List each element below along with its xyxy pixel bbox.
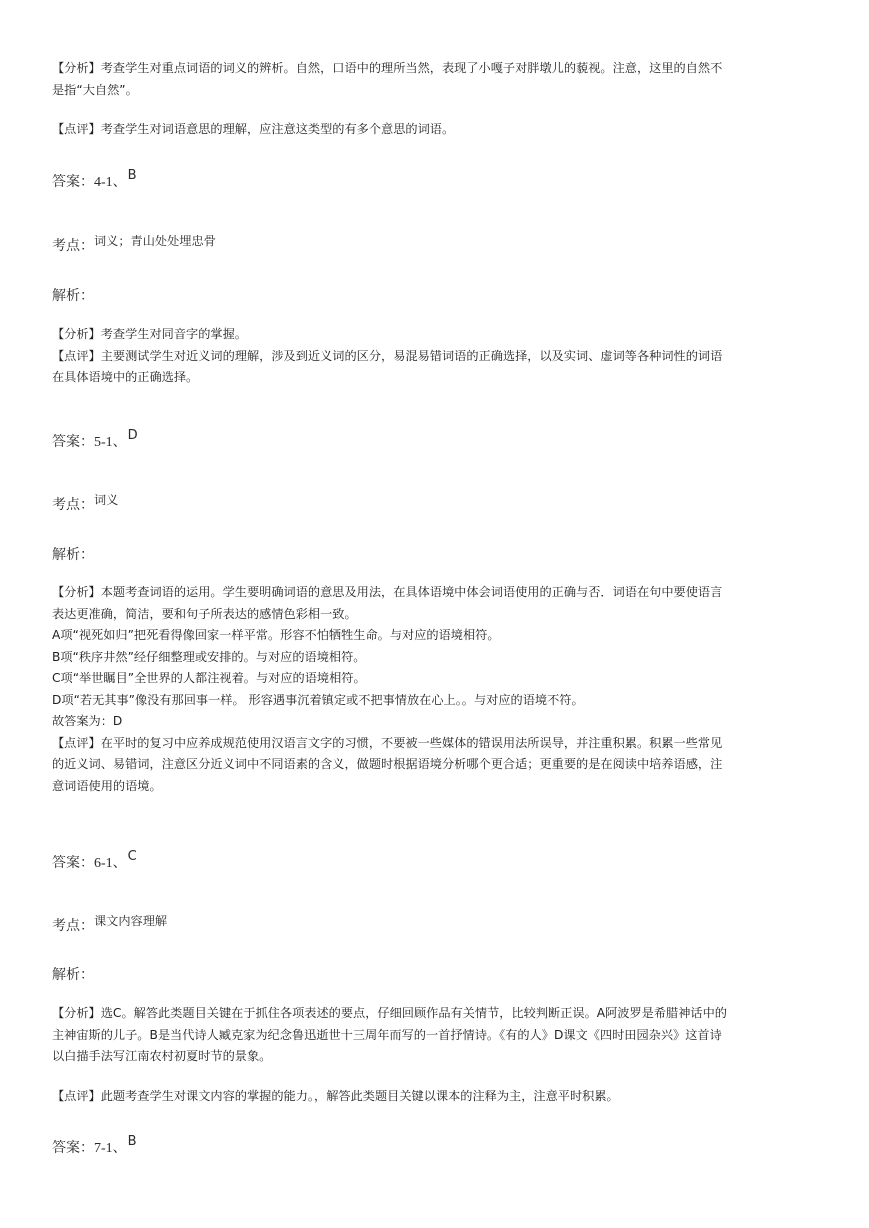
answer-row-6 xyxy=(52,849,822,874)
comment-line: 意词语使用的语境。 xyxy=(52,778,162,793)
comment-line: 在具体语境中的正确选择。 xyxy=(52,370,199,384)
option-d-line: D项“若无其事”像没有那回事一样。 形容遇事沉着镇定或不把事情放在心上。。与对应的语境不符。 xyxy=(52,692,584,707)
jiexi-label-4 xyxy=(52,287,822,307)
jiexi-label-5 xyxy=(52,546,822,566)
kaodian-value: 课文内容理解 xyxy=(94,914,168,928)
comment-line: 【点评】此题考查学生对课文内容的掌握的能力。，解答此类题目关键以课本的注释为主，注意平时积累。 xyxy=(52,1089,619,1103)
answer-row-4 xyxy=(52,168,822,193)
q4-prev-analysis xyxy=(52,58,822,101)
kaodian-label: 考点： xyxy=(52,498,94,513)
jiexi-label: 解析： xyxy=(52,548,94,563)
kaodian-row-5 xyxy=(52,495,822,516)
analysis-line: 【分析】本题考查词语的运用。学生要明确词语的意思及用法，在具体语境中体会词语使用的正确与否．词语在句中要使语言 xyxy=(52,585,723,599)
answer-value: C xyxy=(127,849,137,864)
comment-line: 【点评】主要测试学生对近义词的理解，涉及到近义词的区分，易混易错词语的正确选择，以及实词、虚词等各种词性的词语 xyxy=(52,348,723,363)
answer-value: B xyxy=(127,1134,137,1149)
answer-label: 答案：7-1、 xyxy=(52,1141,127,1156)
jiexi-label: 解析： xyxy=(52,289,94,304)
comment-line: 【点评】在平时的复习中应养成规范使用汉语言文字的习惯，不要被一些媒体的错误用法所误导，并注重积累。积累一些常见 xyxy=(52,735,723,750)
analysis-line: 【分析】选C。解答此类题目关键在于抓住各项表述的要点，仔细回顾作品有关情节，比较判断正误。A阿波罗是希腊神话中的 xyxy=(52,1006,727,1020)
analysis-line: 【分析】考查学生对同音字的掌握。 xyxy=(52,327,247,341)
jiexi-label-6 xyxy=(52,966,822,986)
analysis-line: 以白描手法写江南农村初夏时节的景象。 xyxy=(52,1049,272,1063)
q6-comment xyxy=(52,1086,822,1108)
q4-prev-comment xyxy=(52,119,822,141)
comment-line: 【点评】考查学生对词语意思的理解，应注意这类型的有多个意思的词语。 xyxy=(52,122,455,136)
kaodian-value: 词义；青山处处埋忠骨 xyxy=(94,234,216,248)
option-b-line: B项“秩序井然”经仔细整理或安排的。与对应的语境相符。 xyxy=(52,649,366,664)
q6-analysis xyxy=(52,1003,822,1068)
analysis-line: 是指“大自然”。 xyxy=(52,82,138,97)
kaodian-label: 考点： xyxy=(52,919,94,934)
kaodian-label: 考点： xyxy=(52,239,94,254)
answer-label: 答案：6-1、 xyxy=(52,856,127,871)
answer-value: D xyxy=(127,428,138,443)
answer-label: 答案：5-1、 xyxy=(52,435,127,450)
kaodian-value: 词义 xyxy=(94,493,119,507)
answer-row-5 xyxy=(52,428,822,453)
q5-analysis xyxy=(52,582,822,797)
analysis-line: 【分析】考查学生对重点词语的词义的辨析。自然，口语中的理所当然，表现了小嘎子对胖墩儿的藐视。注意，这里的自然不 xyxy=(52,61,723,75)
answer-row-7 xyxy=(52,1134,822,1159)
option-c-line: C项“举世瞩目”全世界的人都注视着。与对应的语境相符。 xyxy=(52,671,366,685)
q4-analysis xyxy=(52,324,822,389)
answer-label: 答案：4-1、 xyxy=(52,175,127,190)
kaodian-row-6 xyxy=(52,916,822,937)
analysis-line: 表达更准确，简洁，要和句子所表达的感情色彩相一致。 xyxy=(52,606,357,621)
jiexi-label: 解析： xyxy=(52,968,94,983)
option-a-line: A项“视死如归”把死看得像回家一样平常。形容不怕牺牲生命。与对应的语境相符。 xyxy=(52,628,500,642)
answer-value: B xyxy=(127,168,137,183)
comment-line: 的近义词、易错词，注意区分近义词中不同语素的含义，做题时根据语境分析哪个更合适；更重要的是在阅读中培养语感，注 xyxy=(52,757,723,771)
answer-summary-line: 故答案为：D xyxy=(52,714,123,728)
kaodian-row-4 xyxy=(52,236,822,257)
analysis-line: 主神宙斯的儿子。B是当代诗人臧克家为纪念鲁迅逝世十三周年而写的一首抒情诗。《有的人》D课文《四时田园杂兴》这首诗 xyxy=(52,1027,722,1042)
